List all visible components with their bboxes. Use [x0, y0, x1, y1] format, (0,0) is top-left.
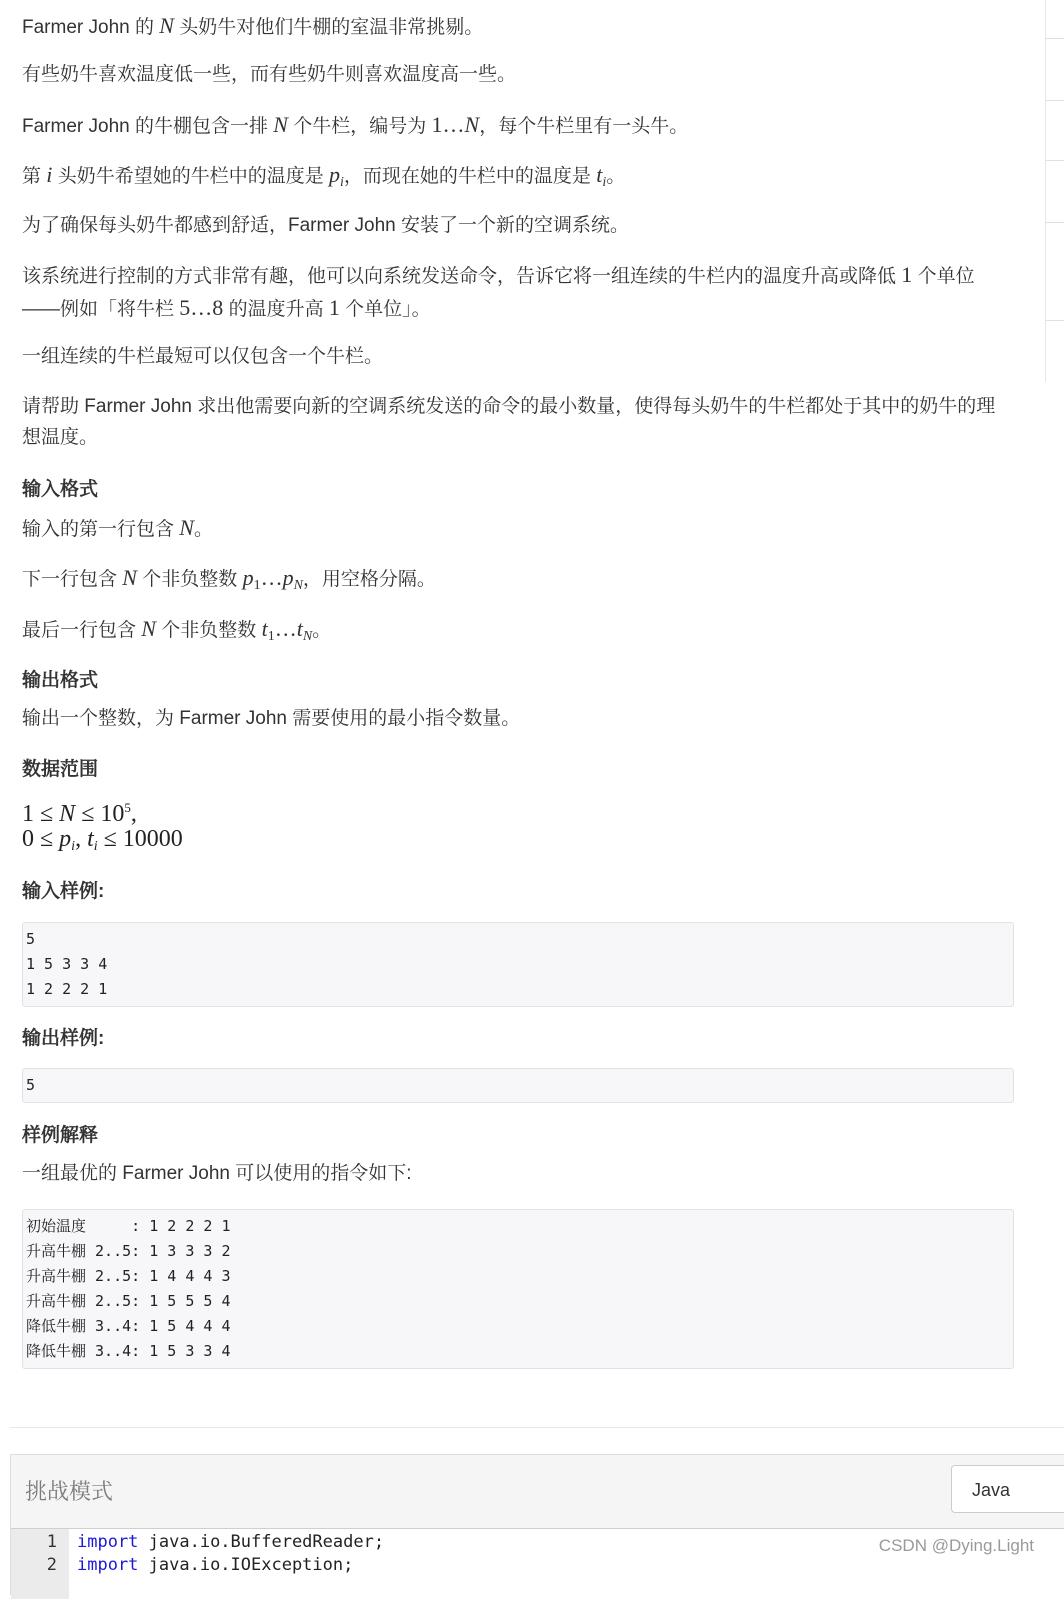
range-values: $0 \le p_i$, $t_i \le 10000$ — [22, 826, 183, 854]
paragraph-preferences: 有些奶牛喜欢温度低一些，而有些奶牛则喜欢温度高一些。 — [22, 64, 517, 85]
explanation-block[interactable]: 初始温度 : 1 2 2 2 1 升高牛棚 2..5: 1 3 3 3 2 升高牛棚 2..5: 1 4 4 4 3 升高牛棚 2..5: 1 5 5 5 4 降低牛棚 3..4: 1 5 4 4 4 降低牛棚 3..4: 1 5 3 3 4 — [22, 1209, 1014, 1369]
code-line[interactable] — [11, 1531, 384, 1554]
language-select[interactable]: Java — [951, 1465, 1064, 1513]
heading-input-format: 输入格式 — [22, 479, 99, 500]
paragraph-temperatures: 第 i 头奶牛希望她的牛栏中的温度是 $p_i$，而现在她的牛栏中的温度是 $t_i$。 — [22, 162, 626, 190]
paragraph-ac-system: 为了确保每头奶牛都感到舒适，Farmer John 安装了一个新的空调系统。 — [22, 215, 629, 236]
heading-sample-output: 输出样例: — [22, 1028, 105, 1049]
right-edge-divider — [1046, 100, 1064, 101]
heading-output-format: 输出格式 — [22, 670, 99, 691]
keyword: import — [77, 1532, 139, 1552]
watermark: CSDN @Dying.Light — [878, 1536, 1034, 1555]
heading-sample-input: 输入样例: — [22, 881, 105, 902]
keyword: import — [77, 1555, 139, 1575]
output-format-text: 输出一个整数，为 Farmer John 需要使用的最小指令数量。 — [22, 708, 521, 729]
right-edge-divider — [1046, 222, 1064, 223]
paragraph-task: 请帮助 Farmer John 求出他需要向新的空调系统发送的命令的最小数量，使得每头奶牛的牛栏都处于其中的奶牛的理想温度。 — [22, 396, 996, 448]
code-line[interactable] — [11, 1554, 353, 1577]
input-line-3: 最后一行包含 N 个非负整数 $t_1\dots t_N$。 — [22, 616, 332, 644]
paragraph-control: 该系统进行控制的方式非常有趣，他可以向系统发送命令，告诉它将一组连续的牛栏内的温度升高或降低 1 个单位 ——例如「将牛栏 5…8 的温度升高 1 个单位」。 — [22, 262, 975, 320]
right-edge-divider — [1046, 320, 1064, 321]
code-text: java.io.IOException; — [138, 1555, 354, 1575]
code-text: java.io.BufferedReader; — [138, 1532, 385, 1552]
line-number: 2 — [46, 1555, 57, 1575]
range-n: $1 \le N \le 10^5$, — [22, 800, 137, 827]
right-edge-divider — [1046, 38, 1064, 39]
sample-input-block[interactable]: 5 1 5 3 3 4 1 2 2 2 1 — [22, 922, 1014, 1007]
explanation-text: 一组最优的 Farmer John 可以使用的指令如下: — [22, 1163, 412, 1184]
heading-explanation: 样例解释 — [22, 1125, 99, 1146]
challenge-title: 挑战模式 — [25, 1479, 114, 1504]
right-edge-divider — [1046, 160, 1064, 161]
paragraph-shortest: 一组连续的牛栏最短可以仅包含一个牛栏。 — [22, 346, 384, 367]
paragraph-intro: Farmer John 的 N 头奶牛对他们牛棚的室温非常挑剔。 — [22, 13, 484, 38]
right-edge-panel — [1045, 0, 1064, 382]
heading-data-range: 数据范围 — [22, 759, 99, 780]
input-line-1: 输入的第一行包含 N。 — [22, 515, 213, 540]
paragraph-stalls: Farmer John 的牛棚包含一排 N 个牛栏，编号为 1…N，每个牛栏里有一头牛。 — [22, 112, 689, 137]
challenge-panel — [10, 1454, 1064, 1595]
input-line-2: 下一行包含 N 个非负整数 $p_1\dots p_N$，用空格分隔。 — [22, 565, 436, 593]
line-number: 1 — [46, 1532, 57, 1552]
section-divider — [10, 1427, 1064, 1428]
sample-output-block[interactable]: 5 — [22, 1068, 1014, 1103]
